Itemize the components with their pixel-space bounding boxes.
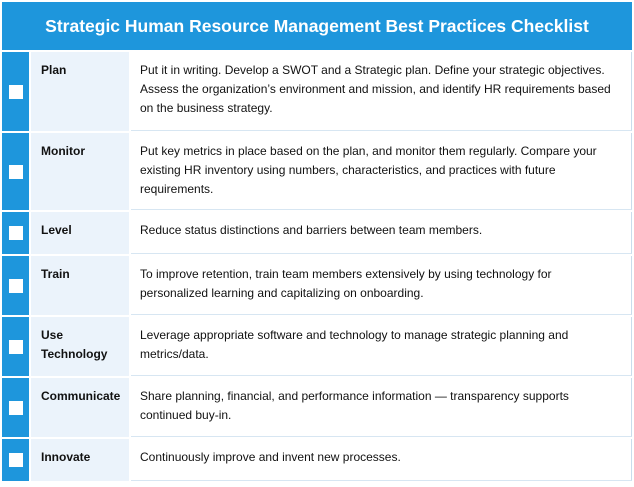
checklist-row-train [2, 256, 632, 315]
row-label: Plan [31, 52, 129, 131]
row-label: Train [31, 256, 129, 315]
row-label: Communicate [31, 378, 129, 437]
checkbox-cell [2, 52, 29, 131]
checklist-row-use-technology [2, 317, 632, 376]
row-description: Put key metrics in place based on the plan, and monitor them regularly. Compare your existing HR inventory using numbers, characteristics, and practices with future requirements. [131, 133, 632, 210]
checkbox-use-technology[interactable] [9, 340, 23, 354]
checklist-title: Strategic Human Resource Management Best Practices Checklist [2, 2, 632, 52]
checkbox-cell [2, 256, 29, 315]
row-description: Reduce status distinctions and barriers between team members. [131, 212, 632, 254]
row-description: Leverage appropriate software and technology to manage strategic planning and metrics/data. [131, 317, 632, 376]
checklist-row-plan [2, 52, 632, 131]
checklist-row-communicate [2, 378, 632, 437]
checklist-row-innovate [2, 439, 632, 481]
row-label: Monitor [31, 133, 129, 210]
checkbox-cell [2, 212, 29, 254]
checkbox-cell [2, 317, 29, 376]
checkbox-plan[interactable] [9, 85, 23, 99]
checkbox-cell [2, 133, 29, 210]
checklist-rows [2, 52, 632, 481]
checkbox-monitor[interactable] [9, 165, 23, 179]
checkbox-innovate[interactable] [9, 453, 23, 467]
row-label: Use Technology [31, 317, 129, 376]
row-description: Put it in writing. Develop a SWOT and a Strategic plan. Define your strategic objectives. Assess the organization’s environment and mission, and identify HR requirements based on the business strategy. [131, 52, 632, 131]
checklist-row-level [2, 212, 632, 254]
checklist-row-monitor [2, 133, 632, 210]
checkbox-communicate[interactable] [9, 401, 23, 415]
checkbox-cell [2, 439, 29, 481]
row-label: Level [31, 212, 129, 254]
row-label: Innovate [31, 439, 129, 481]
checklist-sheet [2, 2, 632, 483]
row-description: Share planning, financial, and performance information — transparency supports continued buy-in. [131, 378, 632, 437]
checkbox-cell [2, 378, 29, 437]
row-description: To improve retention, train team members extensively by using technology for personalized learning and capitalizing on onboarding. [131, 256, 632, 315]
row-description: Continuously improve and invent new processes. [131, 439, 632, 481]
checkbox-level[interactable] [9, 226, 23, 240]
checkbox-train[interactable] [9, 279, 23, 293]
